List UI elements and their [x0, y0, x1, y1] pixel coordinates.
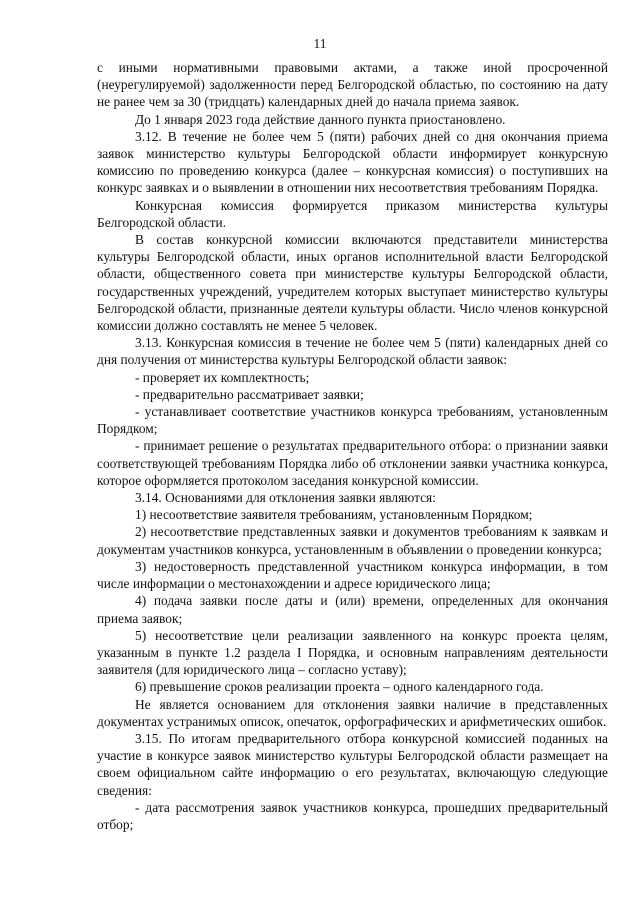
paragraph-p07: - проверяет их комплектность;	[135, 369, 310, 385]
paragraph-p02: До 1 января 2023 года действие данного пункта приостановлено.	[135, 111, 506, 127]
paragraph-p01: с иными нормативными правовыми актами, а также иной просроченной (неурегулируемой) задолженности перед Белгородской областью, по состоянию на дату не ранее чем за 30 (тридцать) календарных дней до начала приема заявок.	[97, 60, 608, 110]
paragraph-p15: 4) подача заявки после даты и (или) времени, определенных для окончания приема заявок;	[97, 593, 608, 626]
document-body	[97, 59, 608, 833]
paragraph-p14: 3) недостоверность представленной участником конкурса информации, в том числе информации о местонахождении и адресе юридического лица;	[97, 558, 608, 592]
paragraph-p09: - устанавливает соответствие участников конкурса требованиям, установленным Порядком;	[97, 404, 608, 437]
paragraph-p16: 5) несоответствие цели реализации заявленного на конкурс проекта целям, указанным в пункте 1.2 раздела I Порядка, и основным направлениям деятельности заявителя (для юридического лица – согласно уставу);	[97, 627, 608, 678]
paragraph-p10: - принимает решение о результатах предварительного отбора: о признании заявки соответствующей требованиям Порядка либо об отклонении заявки участника конкурса, которое оформляется протоколом заседания конкурсной комиссии.	[97, 438, 608, 488]
paragraph-p19: 3.15. По итогам предварительного отбора конкурсной комиссией поданных на участие в конкурсе заявок министерство культуры Белгородской области размещает на своем официальном сайте информацию о его результатах, включающую следующие сведения:	[97, 730, 608, 798]
paragraph-p17: 6) превышение сроков реализации проекта – одного календарного года.	[135, 679, 544, 695]
paragraph-p08: - предварительно рассматривает заявки;	[135, 386, 364, 402]
paragraph-p05: В состав конкурсной комиссии включаются представители министерства культуры Белгородской области, иных органов исполнительной власти Белгородской области, общественного совета при министерстве культуры Белгородской области, государственных учреждений, учредителем которых выступает министерство культуры Белгородской области, признанные деятели культуры области. Число членов конкурсной комиссии должно составлять не менее 5 человек.	[97, 232, 608, 334]
paragraph-p11: 3.14. Основаниями для отклонения заявки являются:	[135, 490, 436, 506]
paragraph-p18: Не является основанием для отклонения заявки наличие в представленных документах устранимых описок, опечаток, орфографических и арифметических ошибок.	[97, 696, 608, 729]
paragraph-p06: 3.13. Конкурсная комиссия в течение не более чем 5 (пяти) календарных дней со дня получения от министерства культуры Белгородской области заявок:	[97, 335, 608, 368]
page-number: 11	[313, 36, 327, 51]
paragraph-p03: 3.12. В течение не более чем 5 (пяти) рабочих дней со дня окончания приема заявок министерство культуры Белгородской области информирует конкурсную комиссию по проведению конкурса (далее – конкурсная комиссия) о поступивших на конкурс заявках и о выявлении в отношении них несоответствия требованиям Порядка.	[97, 128, 608, 196]
paragraph-p13: 2) несоответствие представленных заявки и документов требованиям к заявкам и документам участников конкурса, установленным в объявлении о проведении конкурса;	[97, 524, 608, 557]
paragraph-p20: - дата рассмотрения заявок участников конкурса, прошедших предварительный отбор;	[97, 799, 608, 832]
paragraph-p04: Конкурсная комиссия формируется приказом министерства культуры Белгородской области.	[97, 197, 608, 230]
paragraph-p12: 1) несоответствие заявителя требованиям, установленным Порядком;	[135, 507, 533, 523]
